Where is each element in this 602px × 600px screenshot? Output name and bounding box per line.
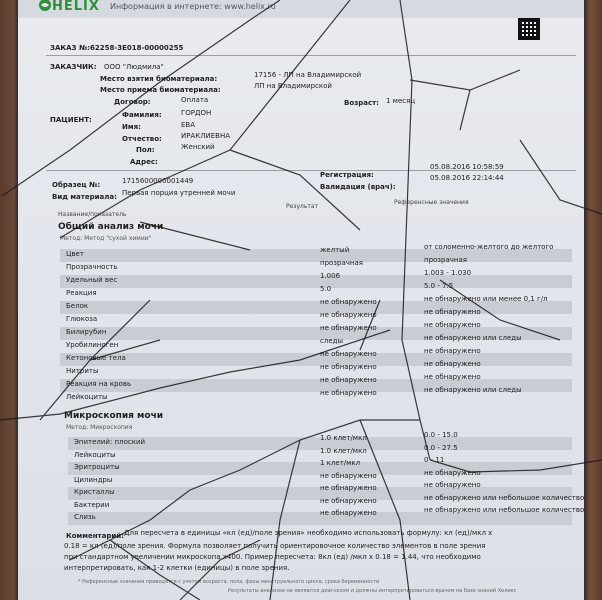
row-name: Лейкоциты <box>74 450 116 459</box>
row-reference: прозрачная <box>424 256 467 264</box>
row-reference: не обнаружено <box>424 347 481 355</box>
row-reference: 0 - 11 <box>424 456 445 464</box>
row-name: Уробилиноген <box>66 341 119 349</box>
logo-text: HELIX <box>52 0 100 14</box>
row-result: не обнаружено <box>320 376 377 384</box>
comment-line: Для пересчета в единицы «кл (ед)/поле зрения» необходимо использовать формулу: кл (ед)/мкл x <box>124 529 493 537</box>
sample-number: 1715600000001449 <box>122 177 194 185</box>
row-result: не обнаружено <box>320 496 377 505</box>
name-value: ЕВА <box>181 121 196 129</box>
row-name: Цвет <box>66 250 84 258</box>
row-result: следы <box>320 337 343 345</box>
row-reference: не обнаружено <box>424 373 481 381</box>
row-result: 1 клет/мкл <box>320 459 361 467</box>
row-name: Реакция на кровь <box>66 380 132 388</box>
sample-label: Образец №: <box>52 181 101 189</box>
qr-code-icon <box>518 18 540 40</box>
row-reference: не обнаружено <box>424 481 481 489</box>
row-result: не обнаружено <box>320 324 377 332</box>
row-reference: не обнаружено или следы <box>424 386 522 394</box>
patient-label: ПАЦИЕНТ: <box>50 116 92 124</box>
section-title-urinalysis: Общий анализ мочи <box>58 222 164 232</box>
age-label: Возраст: <box>344 99 379 107</box>
receiving-place-value: ЛП на Владимирской <box>254 82 332 90</box>
row-result: прозрачная <box>320 259 363 267</box>
material-label: Вид материала: <box>52 193 117 201</box>
validation-value: 05.08.2016 22:14:44 <box>430 174 504 182</box>
divider <box>46 55 576 56</box>
sampling-place-value: 17156 - ЛП на Владимирской <box>254 71 362 79</box>
row-result: не обнаружено <box>320 509 377 517</box>
row-name: Билирубин <box>66 328 107 336</box>
row-result: не обнаружено <box>320 484 377 492</box>
row-result: не обнаружено <box>320 389 377 397</box>
row-reference: не обнаружено или менее 0,1 г/л <box>424 295 548 303</box>
receiving-place-label: Место приема биоматериала: <box>100 86 221 94</box>
row-result: не обнаружено <box>320 471 377 480</box>
header-tagline: Информация в интернете: www.helix.ru <box>110 2 276 11</box>
age-value: 1 месяц <box>386 97 416 105</box>
row-name: Удельный вес <box>66 276 118 284</box>
row-name: Слизь <box>74 513 96 521</box>
row-reference: не обнаружено <box>424 360 481 368</box>
name-label: Имя: <box>122 123 141 131</box>
row-reference: от соломенно-желтого до желтого <box>424 243 554 251</box>
validation-label: Валидация (врач): <box>320 183 396 191</box>
footnote: Результаты анализов не являются диагнозом и должны интерпретироваться врачом на базе знаний Хеликс <box>228 588 517 594</box>
footnote: * Референсные значения приводятся с учетом возраста, пола, фазы менструального цикла, срока беременности <box>78 579 380 585</box>
row-name: Кетоновые тела <box>66 354 126 362</box>
row-reference: 5.0 - 7.5 <box>424 282 454 290</box>
row-reference: не обнаружено или небольшое количество <box>424 493 584 502</box>
col-name-header: Название/показатель <box>58 211 127 218</box>
row-result: не обнаружено <box>320 311 377 319</box>
row-reference: не обнаружено или следы <box>424 334 522 342</box>
row-name: Глюкоза <box>66 315 98 323</box>
section-method: Метод: Метод "сухой химии" <box>60 235 152 242</box>
address-label: Адрес: <box>130 158 158 166</box>
patronymic-value: ИРАКЛИЕВНА <box>181 132 230 140</box>
surname-value: ГОРДОН <box>181 109 212 117</box>
lab-report-page <box>18 0 584 600</box>
row-result: 5.0 <box>320 285 332 293</box>
row-reference: не обнаружено <box>424 321 481 329</box>
row-result: желтый <box>320 246 350 254</box>
row-name: Лейкоциты <box>66 393 108 401</box>
col-ref-header: Референсные значения <box>394 199 469 206</box>
registration-value: 05.08.2016 10:58:59 <box>430 163 504 171</box>
row-name: Эпителий: плоский <box>74 438 146 446</box>
section-title-microscopy: Микроскопия мочи <box>64 411 164 421</box>
order-label: ЗАКАЗ №: <box>50 44 91 52</box>
contract-label: Договор: <box>114 98 151 106</box>
row-reference: 1.003 - 1.030 <box>424 269 472 277</box>
row-result: 1.006 <box>320 272 341 280</box>
sex-label: Пол: <box>136 146 155 154</box>
row-name: Бактерии <box>74 500 110 509</box>
row-result: не обнаружено <box>320 298 377 306</box>
sampling-place-label: Место взятия биоматериала: <box>100 75 218 83</box>
row-name: Белок <box>66 302 89 310</box>
customer-label: ЗАКАЗЧИК: <box>50 63 97 71</box>
customer-value: ООО "Людмила" <box>104 63 164 71</box>
row-result: 1.0 клет/мкл <box>320 446 367 455</box>
comment-label: Комментарий: <box>66 532 124 540</box>
material-value: Первая порция утренней мочи <box>122 189 236 197</box>
comment-line: 0.18 = кл (ед)/поле зрения. Формула позволяет получить ориентировочное количество элементов в поле зрения <box>64 542 486 550</box>
row-reference: не обнаружено <box>424 308 481 316</box>
registration-label: Регистрация: <box>320 171 374 179</box>
row-reference: 0.0 - 15.0 <box>424 431 458 439</box>
row-result: не обнаружено <box>320 363 377 371</box>
patronymic-label: Отчество: <box>122 135 162 143</box>
row-result: 1.0 клет/мкл <box>320 434 367 442</box>
row-name: Эритроциты <box>74 463 120 471</box>
report-header-bar <box>18 0 584 18</box>
section-method: Метод: Микроскопия <box>66 424 133 431</box>
row-name: Прозрачность <box>66 263 118 271</box>
row-name: Кристаллы <box>74 488 115 496</box>
row-reference: 0.0 - 27.5 <box>424 443 458 452</box>
row-reference: не обнаружено <box>424 468 481 477</box>
comment-line: интерпретировать, как 1-2 клетки (единицы) в поле зрения. <box>64 564 290 572</box>
row-name: Нитриты <box>66 367 99 375</box>
comment-line: при стандартном увеличении микроскопа x400. Пример пересчета: 8кл (ед) /мкл x 0.18 = 1.44, что необходимо <box>64 553 481 561</box>
contract-value: Оплата <box>181 96 209 104</box>
row-name: Реакция <box>66 289 97 297</box>
row-result: не обнаружено <box>320 350 377 358</box>
sex-value: Женский <box>181 143 215 151</box>
surname-label: Фамилия: <box>122 111 162 119</box>
row-name: Цилиндры <box>74 475 113 484</box>
order-number: 62258-3E018-00000255 <box>90 44 184 52</box>
col-result-header: Результат <box>286 203 319 210</box>
row-reference: не обнаружено или небольшое количество <box>424 506 584 514</box>
